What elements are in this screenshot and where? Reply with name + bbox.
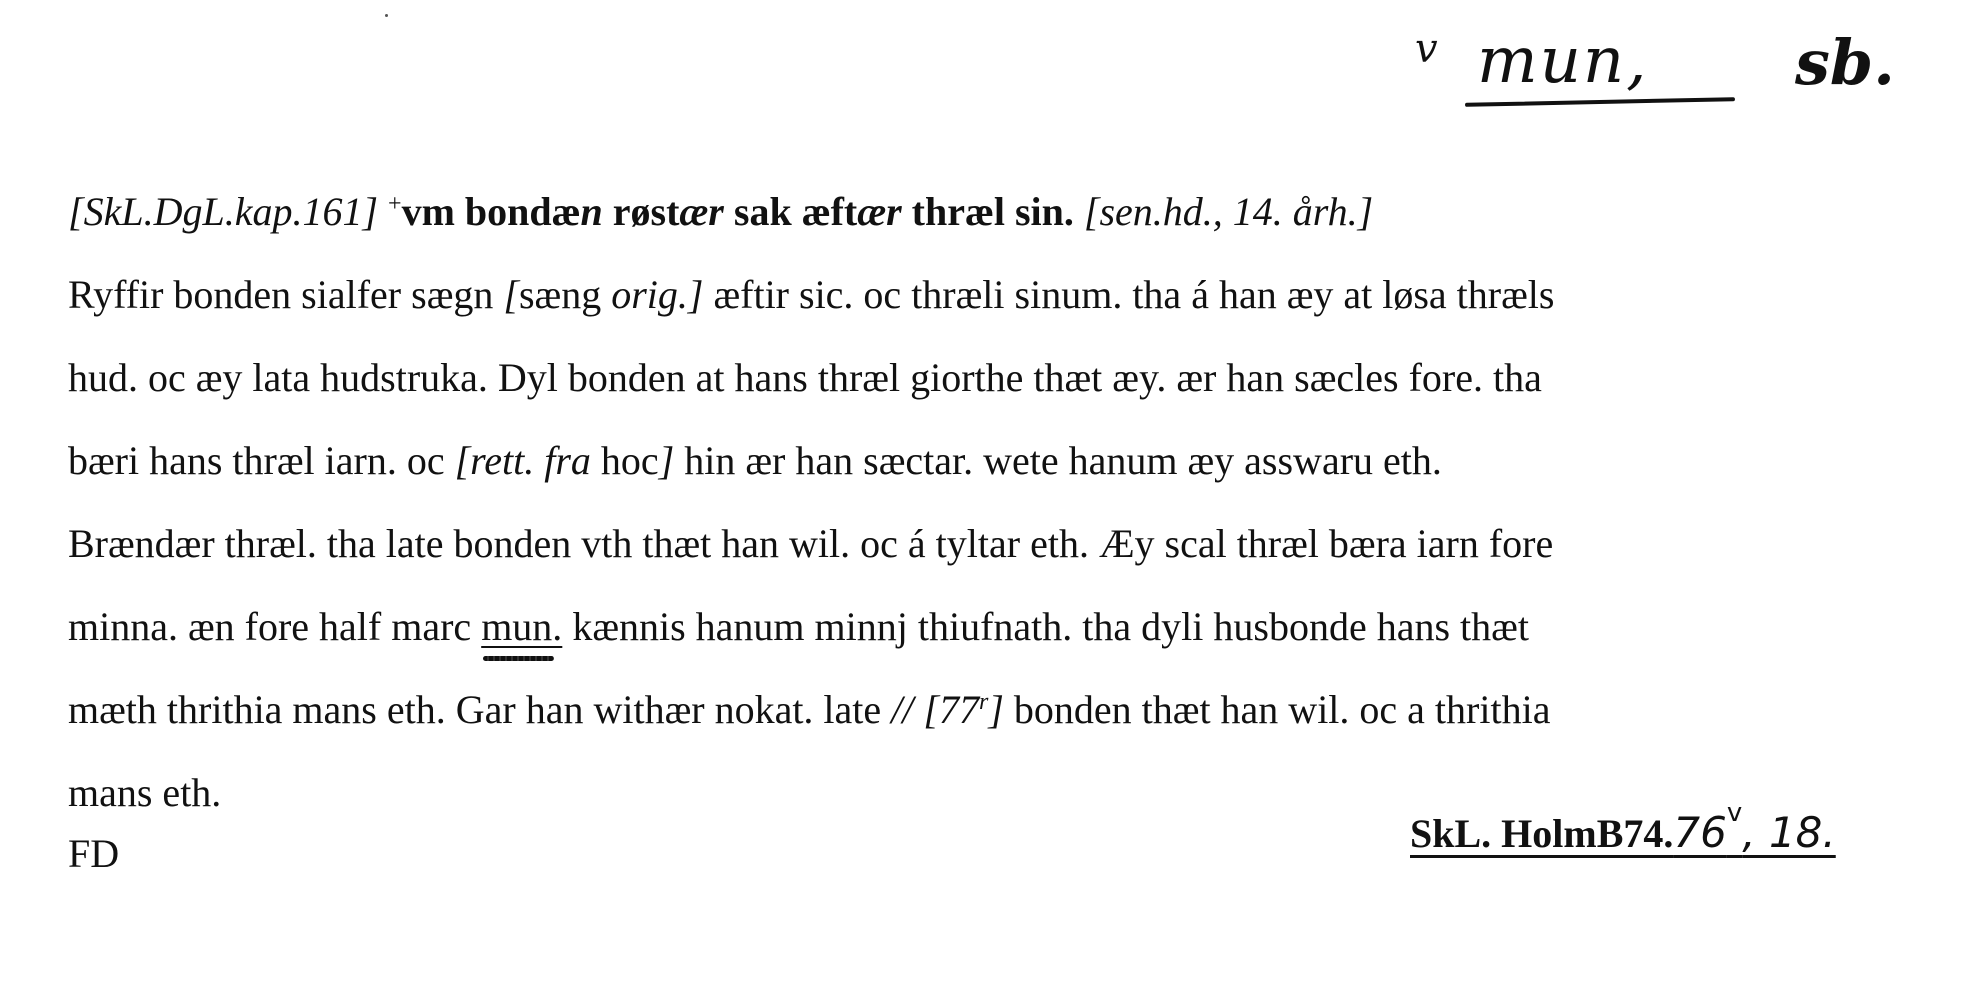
folio-number: 76	[1673, 808, 1727, 857]
headword-check-mark: v	[1415, 26, 1438, 72]
text-line: Ryffir bonden sialfer sægn [sæng orig.] æftir sic. oc thræli sinum. tha á han æy at løsa thræls	[68, 272, 1555, 317]
text-line: hud. oc æy lata hudstruka. Dyl bonden at hans thræl giorthe thæt æy. ær han sæcles fore. tha	[68, 355, 1542, 400]
text-line: mæth thrithia mans eth. Gar han withær nokat. late // [77$^r$] bonden thæt han wil. oc a thrithia	[68, 687, 1551, 732]
chapter-reference: [SkL.DgL.kap.161]	[68, 189, 379, 234]
line-number: , 18.	[1742, 808, 1836, 857]
text-line: minna. æn fore half marc mun. kænnis hanum minnj thiufnath. tha dyli husbonde hans thæt	[68, 604, 1529, 649]
headword-occurrence: mun.	[481, 604, 563, 649]
handwritten-headword	[1415, 8, 1935, 118]
headword-part-of-speech: sb.	[1795, 26, 1895, 99]
headword-underline	[1465, 97, 1735, 107]
folio-verso: v	[1726, 798, 1743, 828]
source-abbreviation: FD	[68, 831, 120, 876]
headword-word: mun,	[1477, 24, 1649, 98]
page-break-marker: // [77	[891, 687, 979, 732]
date-note: [sen.hd., 14. årh.]	[1073, 189, 1374, 234]
text-line: mans eth.	[68, 770, 222, 815]
text-line: bæri hans thræl iarn. oc [rett. fra hoc] hin ær han sæctar. wete hanum æy asswaru eth.	[68, 438, 1442, 483]
stray-mark	[385, 14, 388, 17]
plus-marker: +	[388, 191, 402, 217]
citation-text	[68, 170, 1868, 834]
citation-heading: [SkL.DgL.kap.161] +vm bondæn røstær sak æftær thræl sin. [sen.hd., 14. årh.]	[68, 189, 1374, 234]
source-reference: SkL. HolmB74.76$^v$, 18.	[1410, 798, 1836, 857]
text-line: Brændær thræl. tha late bonden vth thæt han wil. oc á tyltar eth. Æy scal thræl bæra iarn fore	[68, 521, 1554, 566]
